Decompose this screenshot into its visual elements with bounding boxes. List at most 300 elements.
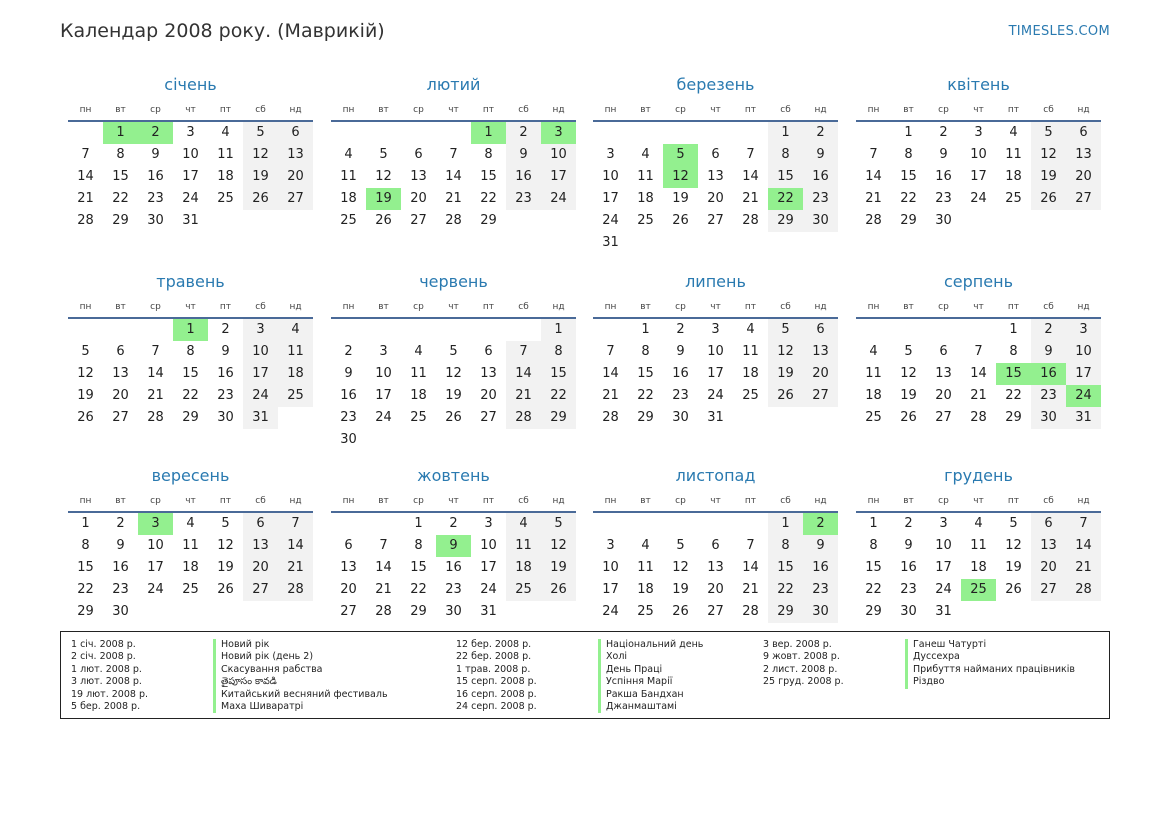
day-cell: 11 [637, 560, 654, 575]
day-cell: 19 [445, 388, 462, 403]
day-cell: 16 [506, 166, 541, 188]
day-cell: 29 [541, 407, 576, 429]
holiday-day: 22 [768, 188, 803, 210]
day-cell: 15 [768, 557, 803, 579]
weekday-label: вт [640, 105, 651, 115]
day-cell: 10 [1066, 341, 1101, 363]
weekday-label: ср [150, 105, 161, 115]
page-title: Календар 2008 року. (Маврикій) [60, 20, 385, 42]
day-grid [331, 122, 576, 232]
day-cell: 10 [480, 538, 497, 553]
day-cell: 10 [182, 147, 199, 162]
day-cell: 14 [865, 169, 882, 184]
day-cell: 24 [707, 388, 724, 403]
legend-date: 16 серп. 2008 р. [456, 688, 537, 700]
month-name: жовтень [417, 466, 490, 485]
day-cell: 27 [243, 579, 278, 601]
day-cell: 5 [379, 147, 388, 162]
empty-cell [436, 319, 471, 341]
weekday-label: ср [675, 105, 686, 115]
weekday-header [856, 493, 1101, 509]
day-cell: 1 [541, 319, 576, 341]
day-cell: 18 [506, 557, 541, 579]
weekday-label: сб [518, 496, 529, 506]
weekday-label: сб [1043, 302, 1054, 312]
legend-date: 1 лют. 2008 р. [71, 663, 142, 675]
weekday-label: чт [448, 302, 459, 312]
month-name: серпень [944, 272, 1013, 291]
day-cell: 21 [970, 388, 987, 403]
month-name: лютий [426, 75, 481, 94]
weekday-label: ср [675, 496, 686, 506]
day-grid [856, 122, 1101, 232]
day-cell: 19 [672, 582, 689, 597]
day-cell: 15 [410, 560, 427, 575]
legend-entry [456, 664, 703, 676]
weekday-label: пт [1007, 496, 1020, 506]
day-cell: 15 [112, 169, 129, 184]
day-cell: 14 [147, 366, 164, 381]
day-cell: 27 [112, 410, 129, 425]
day-cell: 1 [81, 516, 90, 531]
day-cell: 7 [1066, 513, 1101, 535]
day-cell: 25 [637, 213, 654, 228]
weekday-label: сб [780, 302, 791, 312]
day-cell: 6 [484, 344, 493, 359]
day-cell: 28 [445, 213, 462, 228]
day-cell: 11 [742, 344, 759, 359]
empty-cell [471, 319, 506, 341]
site-link[interactable]: TIMESLES.COM [1008, 24, 1110, 39]
day-cell: 10 [147, 538, 164, 553]
weekday-label: пн [604, 105, 617, 115]
empty-cell [331, 122, 366, 144]
day-cell: 11 [865, 366, 882, 381]
day-cell: 17 [602, 582, 619, 597]
weekday-label: нд [1077, 105, 1090, 115]
legend-holiday-name: Скасування рабства [213, 664, 323, 676]
day-cell: 22 [77, 582, 94, 597]
day-cell: 20 [1066, 166, 1101, 188]
weekday-label: ср [413, 496, 424, 506]
day-cell: 28 [506, 407, 541, 429]
day-cell: 31 [243, 407, 278, 429]
day-cell: 13 [243, 535, 278, 557]
day-cell: 18 [182, 560, 199, 575]
day-cell: 5 [449, 344, 458, 359]
day-cell: 18 [1005, 169, 1022, 184]
day-cell: 5 [904, 344, 913, 359]
day-grid [331, 319, 576, 451]
weekday-label: пн [867, 302, 880, 312]
day-cell: 18 [410, 388, 427, 403]
weekday-header [593, 102, 838, 118]
day-cell: 12 [77, 366, 94, 381]
weekday-label: пн [342, 105, 355, 115]
day-cell: 23 [803, 188, 838, 210]
day-cell: 24 [935, 582, 952, 597]
day-cell: 17 [182, 169, 199, 184]
day-cell: 4 [506, 513, 541, 535]
day-cell: 15 [480, 169, 497, 184]
month-calendar [593, 271, 838, 429]
day-cell: 12 [217, 538, 234, 553]
weekday-label: вт [115, 302, 126, 312]
day-cell: 15 [865, 560, 882, 575]
day-grid [68, 513, 313, 623]
day-cell: 9 [221, 344, 230, 359]
day-cell: 22 [637, 388, 654, 403]
day-cell: 19 [768, 363, 803, 385]
weekday-label: чт [448, 496, 459, 506]
day-cell: 12 [672, 560, 689, 575]
month-calendar [331, 74, 576, 232]
day-cell: 3 [243, 319, 278, 341]
holiday-day: 16 [1031, 363, 1066, 385]
empty-cell [366, 319, 401, 341]
day-cell: 31 [707, 410, 724, 425]
month-name: травень [156, 272, 225, 291]
month-calendar [68, 271, 313, 429]
weekday-label: пт [1007, 105, 1020, 115]
day-cell: 25 [865, 410, 882, 425]
weekday-label: сб [1043, 105, 1054, 115]
day-cell: 27 [803, 385, 838, 407]
day-cell: 13 [935, 366, 952, 381]
weekday-label: сб [255, 105, 266, 115]
day-cell: 14 [742, 169, 759, 184]
day-cell: 23 [935, 191, 952, 206]
empty-cell [733, 513, 768, 535]
day-cell: 16 [340, 388, 357, 403]
weekday-label: ср [150, 302, 161, 312]
holiday-day: 3 [138, 513, 173, 535]
day-cell: 11 [637, 169, 654, 184]
holiday-day: 2 [803, 513, 838, 535]
legend-date: 9 жовт. 2008 р. [763, 651, 840, 663]
day-grid [68, 122, 313, 232]
day-cell: 24 [480, 582, 497, 597]
empty-cell [663, 122, 698, 144]
day-cell: 1 [414, 516, 423, 531]
day-cell: 23 [1031, 385, 1066, 407]
legend-holiday-name: Джанмаштамі [598, 701, 677, 713]
month-name: червень [419, 272, 488, 291]
day-cell: 6 [711, 538, 720, 553]
day-cell: 25 [742, 388, 759, 403]
day-cell: 20 [707, 582, 724, 597]
day-cell: 13 [112, 366, 129, 381]
day-cell: 20 [410, 191, 427, 206]
legend-entry [71, 664, 388, 676]
day-cell: 3 [606, 147, 615, 162]
day-cell: 24 [147, 582, 164, 597]
day-cell: 15 [900, 169, 917, 184]
day-cell: 2 [506, 122, 541, 144]
day-cell: 8 [81, 538, 90, 553]
legend-date: 3 лют. 2008 р. [71, 676, 142, 688]
day-cell: 11 [410, 366, 427, 381]
day-cell: 20 [935, 388, 952, 403]
day-cell: 15 [77, 560, 94, 575]
day-cell: 15 [541, 363, 576, 385]
day-cell: 25 [278, 385, 313, 407]
weekday-label: пт [219, 105, 232, 115]
day-cell: 12 [541, 535, 576, 557]
day-cell: 28 [602, 410, 619, 425]
day-cell: 17 [707, 366, 724, 381]
empty-cell [733, 122, 768, 144]
weekday-label: пн [79, 302, 92, 312]
day-cell: 25 [340, 213, 357, 228]
day-cell: 30 [803, 210, 838, 232]
day-cell: 6 [803, 319, 838, 341]
legend-date: 12 бер. 2008 р. [456, 639, 532, 650]
weekday-label: нд [289, 496, 302, 506]
day-cell: 21 [506, 385, 541, 407]
day-cell: 28 [865, 213, 882, 228]
weekday-label: сб [255, 496, 266, 506]
day-cell: 4 [221, 125, 230, 140]
weekday-label: вт [903, 302, 914, 312]
day-cell: 6 [414, 147, 423, 162]
legend-entry [71, 676, 388, 688]
day-cell: 26 [541, 579, 576, 601]
empty-cell [331, 319, 366, 341]
legend-column [763, 639, 1075, 689]
day-cell: 17 [147, 560, 164, 575]
day-cell: 27 [480, 410, 497, 425]
day-grid [856, 513, 1101, 623]
legend-date: 15 серп. 2008 р. [456, 676, 537, 688]
day-cell: 6 [243, 513, 278, 535]
day-cell: 31 [935, 604, 952, 619]
day-cell: 23 [340, 410, 357, 425]
day-cell: 27 [278, 188, 313, 210]
legend-date: 2 лист. 2008 р. [763, 663, 838, 675]
weekday-label: вт [378, 302, 389, 312]
day-cell: 13 [707, 169, 724, 184]
weekday-label: сб [518, 105, 529, 115]
day-cell: 30 [803, 601, 838, 623]
day-cell: 23 [112, 582, 129, 597]
empty-cell [628, 122, 663, 144]
day-cell: 21 [445, 191, 462, 206]
day-grid [593, 122, 838, 254]
day-cell: 23 [672, 388, 689, 403]
day-cell: 6 [116, 344, 125, 359]
day-cell: 14 [602, 366, 619, 381]
weekday-label: ср [413, 105, 424, 115]
weekday-label: сб [780, 496, 791, 506]
day-cell: 13 [707, 560, 724, 575]
day-cell: 21 [147, 388, 164, 403]
day-cell: 7 [449, 147, 458, 162]
weekday-label: нд [552, 302, 565, 312]
day-cell: 19 [217, 560, 234, 575]
legend-holiday-name: Успіння Марії [598, 676, 672, 688]
day-cell: 3 [711, 322, 720, 337]
legend-entry [456, 676, 703, 688]
day-cell: 22 [768, 579, 803, 601]
day-cell: 8 [768, 144, 803, 166]
empty-cell [593, 319, 628, 341]
day-cell: 14 [278, 535, 313, 557]
legend-date: 25 груд. 2008 р. [763, 676, 844, 688]
legend-column [456, 639, 703, 713]
day-cell: 2 [116, 516, 125, 531]
day-cell: 30 [340, 432, 357, 447]
day-cell: 29 [182, 410, 199, 425]
day-cell: 21 [742, 582, 759, 597]
empty-cell [68, 319, 103, 341]
day-cell: 9 [116, 538, 125, 553]
empty-cell [891, 319, 926, 341]
day-cell: 4 [1009, 125, 1018, 140]
day-grid [856, 319, 1101, 429]
month-calendar [593, 465, 838, 623]
weekday-label: ср [938, 302, 949, 312]
legend-date: 22 бер. 2008 р. [456, 651, 532, 663]
day-cell: 22 [865, 582, 882, 597]
day-cell: 6 [1066, 122, 1101, 144]
day-cell: 2 [221, 322, 230, 337]
empty-cell [856, 122, 891, 144]
empty-cell [926, 319, 961, 341]
day-cell: 10 [602, 169, 619, 184]
day-cell: 13 [278, 144, 313, 166]
legend-entry [71, 639, 388, 651]
weekday-label: сб [518, 302, 529, 312]
day-cell: 2 [904, 516, 913, 531]
weekday-header [856, 102, 1101, 118]
holiday-legend [60, 631, 1110, 719]
legend-entry [763, 664, 1075, 676]
day-cell: 19 [1005, 560, 1022, 575]
day-cell: 14 [970, 366, 987, 381]
weekday-label: вт [378, 496, 389, 506]
day-cell: 8 [414, 538, 423, 553]
weekday-label: вт [640, 496, 651, 506]
day-cell: 30 [445, 604, 462, 619]
day-cell: 5 [81, 344, 90, 359]
day-cell: 5 [1031, 122, 1066, 144]
day-cell: 18 [278, 363, 313, 385]
day-cell: 20 [112, 388, 129, 403]
weekday-label: ср [675, 302, 686, 312]
day-cell: 5 [1009, 516, 1018, 531]
day-cell: 2 [1031, 319, 1066, 341]
empty-cell [856, 319, 891, 341]
day-cell: 9 [904, 538, 913, 553]
day-cell: 27 [410, 213, 427, 228]
day-cell: 6 [344, 538, 353, 553]
empty-cell [436, 122, 471, 144]
day-cell: 2 [344, 344, 353, 359]
weekday-label: вт [115, 105, 126, 115]
holiday-day: 25 [961, 579, 996, 601]
day-cell: 1 [641, 322, 650, 337]
empty-cell [331, 513, 366, 535]
legend-entry [456, 689, 703, 701]
day-cell: 7 [151, 344, 160, 359]
day-cell: 25 [506, 579, 541, 601]
weekday-header [593, 299, 838, 315]
day-cell: 29 [900, 213, 917, 228]
day-cell: 9 [506, 144, 541, 166]
day-cell: 12 [768, 341, 803, 363]
day-cell: 1 [768, 122, 803, 144]
day-cell: 28 [375, 604, 392, 619]
day-cell: 26 [445, 410, 462, 425]
day-cell: 28 [970, 410, 987, 425]
day-cell: 14 [506, 363, 541, 385]
weekday-label: пт [482, 105, 495, 115]
day-cell: 13 [803, 341, 838, 363]
weekday-label: чт [185, 302, 196, 312]
weekday-label: вт [903, 496, 914, 506]
day-cell: 5 [243, 122, 278, 144]
empty-cell [366, 122, 401, 144]
day-cell: 30 [1031, 407, 1066, 429]
day-cell: 12 [445, 366, 462, 381]
day-cell: 5 [768, 319, 803, 341]
weekday-label: нд [1077, 302, 1090, 312]
day-cell: 30 [147, 213, 164, 228]
day-cell: 29 [1005, 410, 1022, 425]
day-cell: 26 [77, 410, 94, 425]
weekday-label: чт [973, 496, 984, 506]
weekday-label: нд [289, 302, 302, 312]
legend-holiday-name: Ганеш Чатурті [905, 639, 986, 651]
legend-date: 19 лют. 2008 р. [71, 688, 148, 700]
day-cell: 29 [480, 213, 497, 228]
day-cell: 11 [278, 341, 313, 363]
day-cell: 31 [480, 604, 497, 619]
day-cell: 7 [278, 513, 313, 535]
weekday-label: пт [1007, 302, 1020, 312]
day-cell: 23 [445, 582, 462, 597]
day-cell: 11 [506, 535, 541, 557]
day-cell: 1 [1009, 322, 1018, 337]
weekday-label: чт [185, 496, 196, 506]
day-cell: 27 [340, 604, 357, 619]
weekday-header [331, 102, 576, 118]
day-cell: 7 [81, 147, 90, 162]
weekday-label: ср [413, 302, 424, 312]
day-cell: 24 [243, 385, 278, 407]
day-cell: 28 [742, 604, 759, 619]
day-cell: 29 [865, 604, 882, 619]
day-cell: 31 [602, 235, 619, 250]
day-cell: 10 [541, 144, 576, 166]
day-cell: 4 [974, 516, 983, 531]
day-cell: 7 [746, 147, 755, 162]
holiday-day: 24 [1066, 385, 1101, 407]
day-cell: 7 [379, 538, 388, 553]
day-cell: 12 [1031, 144, 1066, 166]
day-cell: 18 [217, 169, 234, 184]
day-cell: 14 [742, 560, 759, 575]
month-name: січень [164, 75, 217, 94]
day-cell: 8 [116, 147, 125, 162]
day-cell: 5 [541, 513, 576, 535]
weekday-label: нд [814, 105, 827, 115]
month-calendar [856, 465, 1101, 623]
day-cell: 3 [186, 125, 195, 140]
day-cell: 19 [77, 388, 94, 403]
day-cell: 8 [186, 344, 195, 359]
